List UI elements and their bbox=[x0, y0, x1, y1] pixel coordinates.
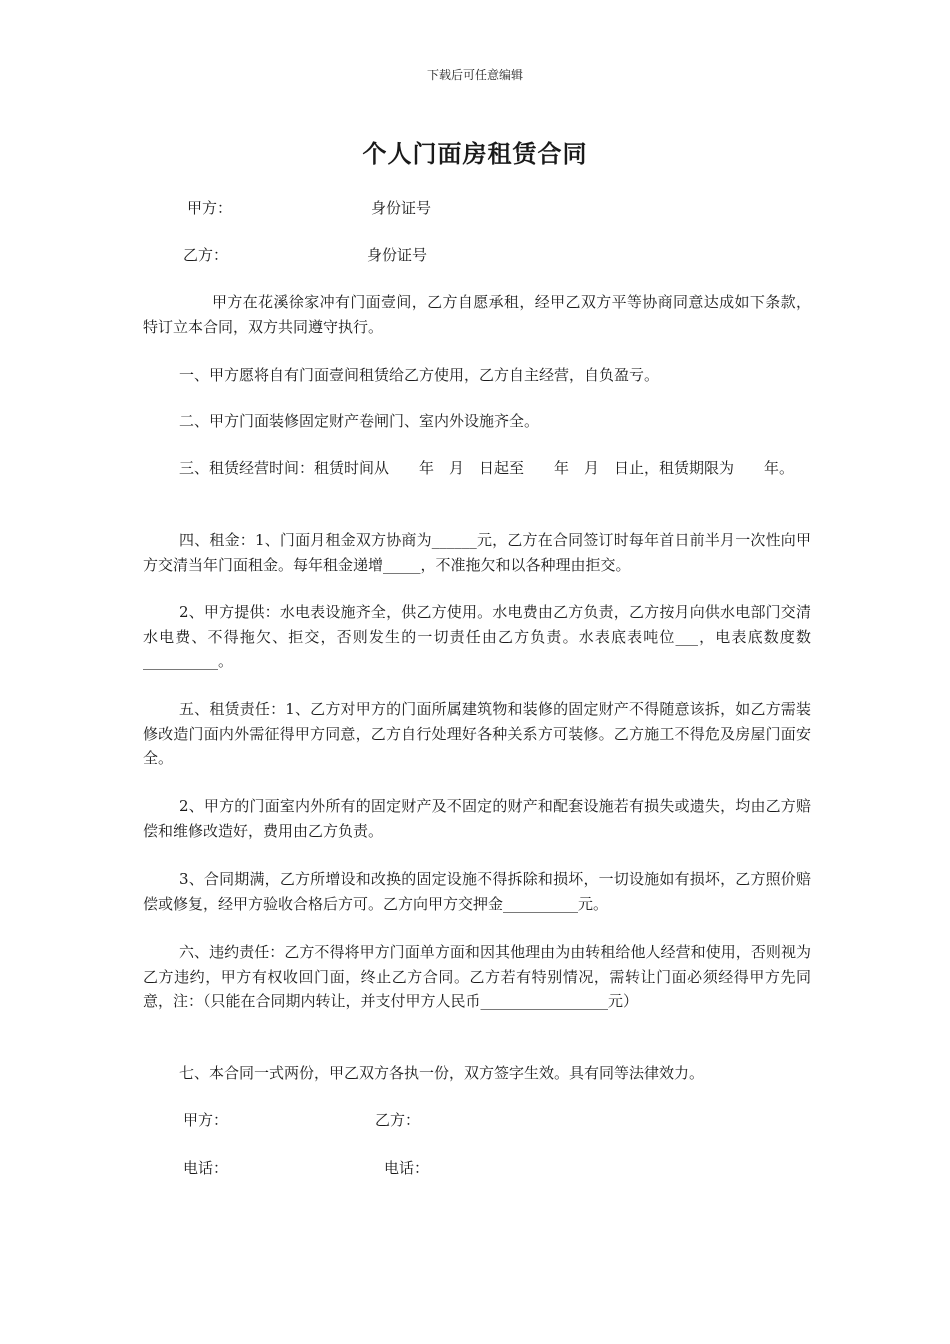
signature-phone-b-label: 电话： bbox=[384, 1159, 430, 1177]
clause-5-2: 2、甲方的门面室内外所有的固定财产及不固定的财产和配套设施若有损失或遗失，均由乙方赔偿和维修改造好，费用由乙方负责。 bbox=[143, 797, 811, 840]
intro-paragraph: 甲方在花溪徐家冲有门面壹间，乙方自愿承租，经甲乙双方平等协商同意达成如下条款，特订立本合同，双方共同遵守执行。 bbox=[143, 293, 811, 336]
clause-5-3: 3、合同期满，乙方所增设和改换的固定设施不得拆除和损坏，一切设施如有损坏，乙方照价赔偿或修复，经甲方验收合格后方可。乙方向甲方交押金__________元。 bbox=[143, 870, 811, 913]
clause-6: 六、违约责任：乙方不得将甲方门面单方面和因其他理由为由转租给他人经营和使用，否则视为乙方违约，甲方有权收回门面，终止乙方合同。乙方若有特别情况，需转让门面必须经得甲方先同意，注：（只能在合同期内转让，并支付甲方人民币_________________元） bbox=[143, 943, 811, 1010]
clause-1: 一、甲方愿将自有门面壹间租赁给乙方使用，乙方自主经营，自负盈亏。 bbox=[179, 366, 660, 384]
signature-party-b-label: 乙方： bbox=[375, 1111, 421, 1129]
clause-7: 七、本合同一式两份，甲乙双方各执一份，双方签字生效。具有同等法律效力。 bbox=[179, 1064, 705, 1082]
party-a-id-label: 身份证号 bbox=[371, 199, 432, 217]
clause-2: 二、甲方门面装修固定财产卷闸门、室内外设施齐全。 bbox=[179, 412, 540, 430]
header-note: 下载后可任意编辑 bbox=[426, 68, 523, 82]
signature-party-a-label: 甲方： bbox=[183, 1111, 229, 1129]
party-b-id-label: 身份证号 bbox=[367, 246, 428, 264]
clause-5: 五、租赁责任：1、乙方对甲方的门面所属建筑物和装修的固定财产不得随意该拆，如乙方需装修改造门面内外需征得甲方同意，乙方自行处理好各种关系方可装修。乙方施工不得危及房屋门面安全。 bbox=[143, 700, 811, 767]
signature-phone-a-label: 电话： bbox=[183, 1159, 229, 1177]
party-a-label: 甲方： bbox=[187, 199, 233, 217]
clause-4-2: 2、甲方提供：水电表设施齐全，供乙方使用。水电费由乙方负责，乙方按月向供水电部门交清水电费、不得拖欠、拒交，否则发生的一切责任由乙方负责。水表底表吨位___，电表底数度数__________。 bbox=[143, 603, 811, 670]
clause-4: 四、租金：1、门面月租金双方协商为______元，乙方在合同签订时每年首日前半月一次性向甲方交清当年门面租金。每年租金递增_____，不准拖欠和以各种理由拒交。 bbox=[143, 531, 811, 574]
clause-3: 三、租赁经营时间：租赁时间从 年 月 日起至 年 月 日止，租赁期限为 年。 bbox=[179, 459, 795, 477]
party-b-label: 乙方： bbox=[183, 246, 229, 264]
document-title: 个人门面房租赁合同 bbox=[362, 139, 588, 168]
